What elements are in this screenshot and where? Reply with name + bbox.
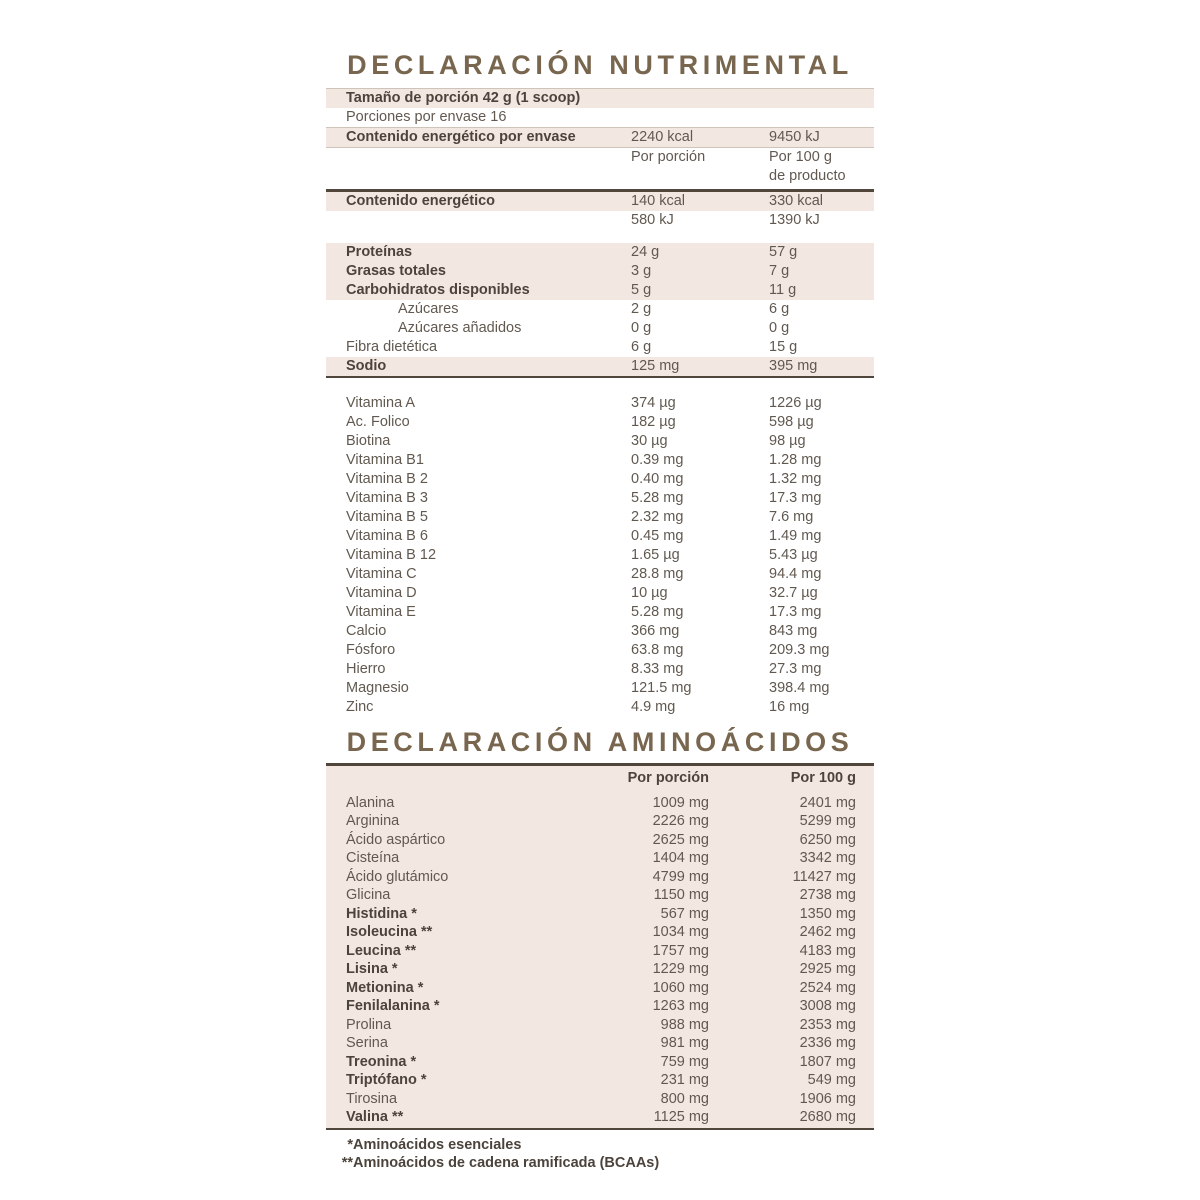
row-value-per-serving: 2625 mg <box>652 831 709 848</box>
table-row <box>326 432 874 451</box>
row-value-per-serving: 3 g <box>631 262 652 279</box>
row-value-per-serving: 1229 mg <box>652 961 709 977</box>
energy-per-container-kj: 9450 kJ <box>769 129 820 145</box>
row-label: Vitamina D <box>346 585 417 601</box>
row-value-per-serving: 4.9 mg <box>631 699 676 715</box>
table-row <box>326 357 874 376</box>
footnote <box>326 1154 874 1172</box>
row-value-per-100g: 598 µg <box>769 414 814 430</box>
row-label: Prolina <box>346 1016 392 1033</box>
row-value-per-100g: 1226 µg <box>769 395 822 411</box>
energy-label: Contenido energético <box>346 192 496 209</box>
row-value-per-100g: 7.6 mg <box>769 509 814 525</box>
row-value-per-100g: 98 µg <box>769 433 806 449</box>
row-value-per-serving: 567 mg <box>660 905 709 922</box>
table-row <box>326 997 874 1016</box>
table-row <box>326 1071 874 1090</box>
row-value-per-serving: 0.39 mg <box>631 452 684 468</box>
row-label: Triptófano * <box>346 1072 427 1088</box>
amino-per-100g-header: Por 100 g <box>790 769 856 786</box>
row-label: Treonina * <box>346 1053 417 1070</box>
footnote-mark: * <box>347 1137 353 1153</box>
row-value-per-100g: 11 g <box>769 281 797 298</box>
row-value-per-serving: 5.28 mg <box>631 490 684 506</box>
nutrition-label <box>326 0 874 1172</box>
energy-row-kcal <box>326 192 874 211</box>
row-label: Leucina ** <box>346 942 417 959</box>
row-value-per-100g: 1906 mg <box>799 1090 856 1107</box>
row-value-per-100g: 6250 mg <box>799 831 856 848</box>
footnote <box>326 1136 874 1154</box>
row-label: Hierro <box>346 661 386 677</box>
row-label: Azúcares <box>398 300 459 317</box>
row-label: Alanina <box>346 794 395 811</box>
row-value-per-serving: 30 µg <box>631 433 668 449</box>
row-value-per-serving: 374 µg <box>631 395 676 411</box>
row-value-per-serving: 1404 mg <box>652 850 709 866</box>
row-label: Metionina * <box>346 979 424 996</box>
row-label: Isoleucina ** <box>346 924 433 940</box>
row-value-per-100g: 32.7 µg <box>769 585 818 601</box>
row-value-per-serving: 6 g <box>631 338 652 355</box>
table-row <box>326 603 874 622</box>
row-value-per-100g: 11427 mg <box>792 868 856 885</box>
row-value-per-serving: 2226 mg <box>652 813 709 829</box>
table-row <box>326 281 874 300</box>
row-value-per-serving: 2 g <box>631 300 652 317</box>
row-label: Ácido aspártico <box>346 831 446 848</box>
row-value-per-serving: 759 mg <box>660 1053 709 1070</box>
row-value-per-serving: 24 g <box>631 243 660 260</box>
row-value-per-serving: 10 µg <box>631 585 668 601</box>
servings-per-container-text: Porciones por envase 16 <box>346 109 507 125</box>
table-row <box>326 641 874 660</box>
row-value-per-100g: 549 mg <box>807 1072 856 1088</box>
footnote-text: Aminoácidos de cadena ramificada (BCAAs) <box>353 1155 660 1171</box>
row-value-per-100g: 16 mg <box>769 699 810 715</box>
divider-line <box>326 376 874 379</box>
footnote-mark: ** <box>341 1155 353 1171</box>
table-row <box>326 565 874 584</box>
table-row <box>326 868 874 887</box>
amino-table <box>326 766 874 1128</box>
table-row <box>326 1090 874 1109</box>
row-label: Fósforo <box>346 642 396 658</box>
row-label: Ácido glutámico <box>346 868 449 885</box>
table-row <box>326 679 874 698</box>
energy-per-container-kcal: 2240 kcal <box>631 129 694 145</box>
table-row <box>326 413 874 432</box>
row-label: Ac. Folico <box>346 414 410 430</box>
row-label: Vitamina B 12 <box>346 547 437 563</box>
row-value-per-100g: 4183 mg <box>799 942 856 959</box>
row-value-per-serving: 182 µg <box>631 414 676 430</box>
row-label: Magnesio <box>346 680 409 696</box>
row-value-per-100g: 843 mg <box>769 623 818 639</box>
amino-per-serving-header: Por porción <box>627 769 709 786</box>
row-value-per-serving: 800 mg <box>660 1090 709 1107</box>
row-value-per-100g: 2524 mg <box>799 979 856 996</box>
table-row <box>326 923 874 942</box>
table-row <box>326 1053 874 1072</box>
row-value-per-100g: 398.4 mg <box>769 680 830 696</box>
row-label: Tirosina <box>346 1090 398 1107</box>
row-value-per-100g: 0 g <box>769 319 790 336</box>
row-label: Fenilalanina * <box>346 998 440 1014</box>
row-label: Vitamina B 2 <box>346 471 428 487</box>
table-row <box>326 698 874 717</box>
row-value-per-100g: 27.3 mg <box>769 661 822 677</box>
row-label: Histidina * <box>346 905 417 922</box>
table-row <box>326 470 874 489</box>
energy-kcal-per-serving: 140 kcal <box>631 192 686 209</box>
table-row <box>326 979 874 998</box>
energy-row-kj <box>326 211 874 230</box>
row-label: Sodio <box>346 357 387 374</box>
column-header-row <box>326 148 874 188</box>
row-value-per-serving: 366 mg <box>631 623 680 639</box>
row-value-per-100g: 57 g <box>769 243 798 260</box>
divider-line <box>326 1128 874 1131</box>
row-value-per-100g: 6 g <box>769 300 790 317</box>
row-value-per-100g: 3008 mg <box>799 998 856 1014</box>
table-row <box>326 527 874 546</box>
servings-per-container-row <box>326 108 874 127</box>
row-value-per-100g: 2353 mg <box>799 1016 856 1033</box>
row-label: Valina ** <box>346 1109 404 1125</box>
row-value-per-100g: 1.28 mg <box>769 452 822 468</box>
table-row <box>326 812 874 831</box>
serving-size-row <box>326 88 874 108</box>
table-row <box>326 905 874 924</box>
row-value-per-serving: 2.32 mg <box>631 509 684 525</box>
row-value-per-100g: 5299 mg <box>799 813 856 829</box>
row-label: Grasas totales <box>346 262 446 279</box>
row-value-per-100g: 2401 mg <box>799 794 856 811</box>
row-value-per-serving: 1034 mg <box>652 924 709 940</box>
table-row <box>326 960 874 979</box>
table-row <box>326 394 874 413</box>
row-value-per-serving: 0.45 mg <box>631 528 684 544</box>
row-value-per-serving: 63.8 mg <box>631 642 684 658</box>
row-value-per-100g: 94.4 mg <box>769 566 822 582</box>
table-row <box>326 319 874 338</box>
amino-header-row <box>326 766 874 791</box>
table-row <box>326 451 874 470</box>
row-label: Biotina <box>346 433 391 449</box>
row-label: Lisina * <box>346 961 398 977</box>
row-value-per-100g: 1.49 mg <box>769 528 822 544</box>
table-row <box>326 338 874 357</box>
amino-rows <box>326 794 874 1127</box>
row-value-per-100g: 395 mg <box>769 357 818 374</box>
row-value-per-serving: 8.33 mg <box>631 661 684 677</box>
table-row <box>326 508 874 527</box>
table-row <box>326 886 874 905</box>
table-row <box>326 660 874 679</box>
row-value-per-100g: 17.3 mg <box>769 490 822 506</box>
row-value-per-serving: 1125 mg <box>653 1109 709 1125</box>
row-value-per-100g: 2680 mg <box>799 1109 856 1125</box>
table-row <box>326 622 874 641</box>
energy-per-container-row <box>326 127 874 148</box>
row-value-per-serving: 28.8 mg <box>631 566 684 582</box>
row-value-per-serving: 125 mg <box>631 357 680 374</box>
table-row <box>326 262 874 281</box>
table-row <box>326 942 874 961</box>
row-value-per-serving: 1150 mg <box>653 887 709 903</box>
row-value-per-serving: 121.5 mg <box>631 680 692 696</box>
row-label: Cisteína <box>346 850 400 866</box>
row-value-per-100g: 3342 mg <box>799 850 856 866</box>
row-value-per-serving: 4799 mg <box>652 868 709 885</box>
table-row <box>326 300 874 319</box>
table-row <box>326 794 874 813</box>
row-label: Arginina <box>346 813 400 829</box>
micronutrient-rows <box>326 394 874 717</box>
table-row <box>326 489 874 508</box>
row-value-per-serving: 1060 mg <box>652 979 709 996</box>
row-value-per-serving: 231 mg <box>660 1072 709 1088</box>
row-value-per-serving: 1757 mg <box>652 942 709 959</box>
row-value-per-100g: 2336 mg <box>799 1035 856 1051</box>
row-value-per-100g: 7 g <box>769 262 790 279</box>
row-value-per-100g: 17.3 mg <box>769 604 822 620</box>
row-label: Zinc <box>346 699 374 715</box>
row-label: Vitamina B 5 <box>346 509 428 525</box>
energy-per-container-label: Contenido energético por envase <box>346 129 576 145</box>
row-label: Carbohidratos disponibles <box>346 281 530 298</box>
row-value-per-serving: 0.40 mg <box>631 471 684 487</box>
energy-kj-per-serving: 580 kJ <box>631 211 674 228</box>
row-label: Vitamina B 6 <box>346 528 428 544</box>
row-value-per-100g: 209.3 mg <box>769 642 830 658</box>
row-label: Serina <box>346 1035 388 1051</box>
row-value-per-100g: 15 g <box>769 338 798 355</box>
row-value-per-serving: 5 g <box>631 281 652 298</box>
row-label: Fibra dietética <box>346 338 438 355</box>
row-value-per-serving: 0 g <box>631 319 652 336</box>
table-row <box>326 1016 874 1035</box>
row-value-per-100g: 2462 mg <box>799 924 856 940</box>
table-row <box>326 546 874 565</box>
row-value-per-100g: 5.43 µg <box>769 547 818 563</box>
serving-size-text: Tamaño de porción 42 g (1 scoop) <box>346 90 581 106</box>
energy-kj-per-100g: 1390 kJ <box>769 211 820 228</box>
row-value-per-100g: 1.32 mg <box>769 471 822 487</box>
table-row <box>326 1034 874 1053</box>
row-value-per-serving: 981 mg <box>660 1035 709 1051</box>
footnotes <box>326 1136 874 1172</box>
nutrition-table <box>326 88 874 717</box>
row-label: Vitamina B 3 <box>346 490 428 506</box>
row-label: Vitamina B1 <box>346 452 424 468</box>
row-value-per-100g: 1350 mg <box>799 905 856 922</box>
row-value-per-serving: 988 mg <box>660 1016 709 1033</box>
table-row <box>326 831 874 850</box>
row-value-per-100g: 2925 mg <box>799 961 856 977</box>
table-row <box>326 849 874 868</box>
nutrition-title: DECLARACIÓN NUTRIMENTAL <box>347 50 853 80</box>
table-row <box>326 1108 874 1127</box>
row-label: Vitamina C <box>346 566 417 582</box>
row-label: Glicina <box>346 887 391 903</box>
footnote-text: Aminoácidos esenciales <box>353 1137 522 1153</box>
amino-title: DECLARACIÓN AMINOÁCIDOS <box>346 727 854 757</box>
per-100g-header: Por 100 g de producto <box>769 149 846 184</box>
row-label: Proteínas <box>346 243 413 260</box>
table-row <box>326 243 874 262</box>
row-value-per-serving: 1263 mg <box>652 998 709 1014</box>
energy-kcal-per-100g: 330 kcal <box>769 192 824 209</box>
row-value-per-100g: 1807 mg <box>799 1053 856 1070</box>
row-label: Vitamina E <box>346 604 416 620</box>
macronutrient-rows <box>326 243 874 376</box>
row-label: Calcio <box>346 623 387 639</box>
per-serving-header: Por porción <box>631 149 706 165</box>
row-value-per-100g: 2738 mg <box>799 887 856 903</box>
row-value-per-serving: 1.65 µg <box>631 547 680 563</box>
table-row <box>326 584 874 603</box>
row-value-per-serving: 5.28 mg <box>631 604 684 620</box>
row-label: Azúcares añadidos <box>398 319 522 336</box>
row-label: Vitamina A <box>346 395 416 411</box>
row-value-per-serving: 1009 mg <box>652 794 709 811</box>
